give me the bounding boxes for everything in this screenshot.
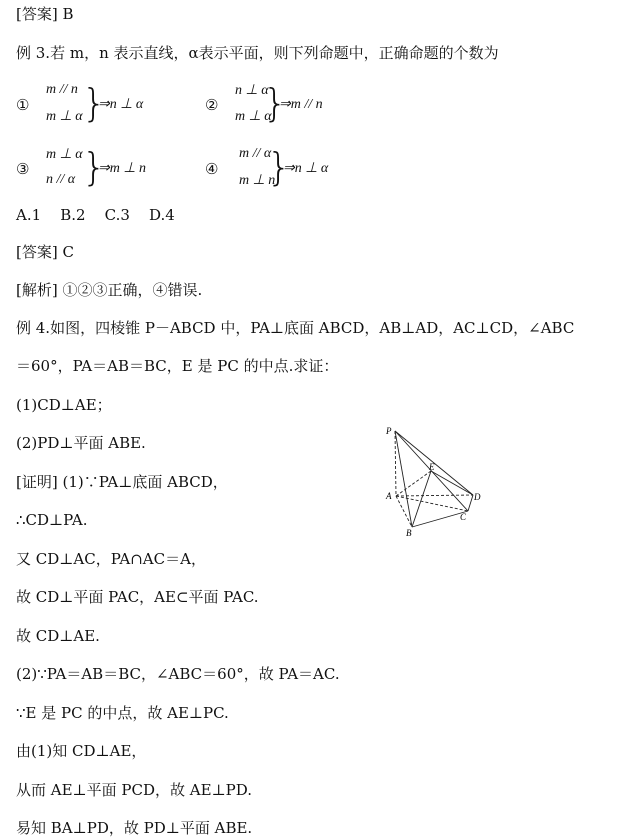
- right-brace: }: [82, 145, 107, 189]
- label-e: E: [429, 462, 435, 472]
- proof-line-9: 从而 AE⊥平面 PCD，故 AE⊥PD.: [16, 781, 253, 799]
- pyramid-figure: [380, 420, 490, 545]
- example3-options: A.1 B.2 C.3 D.4: [16, 206, 175, 224]
- proof-line-10: 易知 BA⊥PD，故 PD⊥平面 ABE.: [16, 819, 253, 837]
- example4-question2: (2)PD⊥平面 ABE.: [16, 434, 146, 452]
- proof-line-3: 又 CD⊥AC，PA∩AC＝A，: [16, 550, 206, 568]
- prop-condition-2: m ⊥ n: [239, 173, 276, 188]
- proposition-2: [205, 82, 405, 126]
- example3-analysis: [解析] ①②③正确，④错误.: [16, 281, 203, 299]
- label-p: P: [386, 426, 392, 436]
- proposition-4: [205, 146, 405, 190]
- proposition-3: [16, 145, 219, 190]
- prop-condition-2: m ⊥ α: [46, 109, 83, 124]
- right-brace: }: [263, 81, 288, 125]
- proof-line-2: ∴CD⊥PA.: [16, 511, 88, 529]
- proof-line-4: 故 CD⊥平面 PAC，AE⊂平面 PAC.: [16, 588, 259, 606]
- example4-line1: 例 4.如图，四棱锥 P－ABCD 中，PA⊥底面 ABCD，AB⊥AD，AC⊥CD，∠ABC: [16, 319, 575, 337]
- example4-line2: ＝60°，PA＝AB＝BC，E 是 PC 的中点.求证：: [16, 357, 339, 375]
- proof-line-5: 故 CD⊥AE.: [16, 627, 100, 645]
- example3-title: 例 3.若 m，n 表示直线，α表示平面，则下列命题中，正确命题的个数为: [16, 44, 499, 62]
- label-a: A: [386, 491, 392, 501]
- proof-line-1: [证明] (1)∵PA⊥底面 ABCD，: [16, 473, 228, 491]
- prop-result: ⇒n ⊥ α: [283, 161, 329, 176]
- prop-condition-1: m ⊥ α: [46, 147, 83, 162]
- prop-condition-2: n // α: [46, 172, 76, 187]
- right-brace: }: [267, 145, 292, 189]
- proposition-1: [16, 81, 219, 126]
- proof-line-6: (2)∵PA＝AB＝BC，∠ABC＝60°，故 PA＝AC.: [16, 665, 340, 683]
- prop-result: ⇒n ⊥ α: [98, 97, 144, 112]
- prop-condition-1: m // α: [239, 146, 272, 161]
- prop-condition-1: m // n: [46, 82, 78, 97]
- prop-condition-2: m ⊥ α: [235, 109, 272, 124]
- right-brace: }: [82, 81, 107, 125]
- prop-number: ②: [205, 96, 219, 114]
- prop-number: ③: [16, 160, 30, 178]
- prop-result: ⇒m ⊥ n: [98, 161, 147, 176]
- example4-question1: (1)CD⊥AE；: [16, 396, 112, 414]
- prop-condition-1: n ⊥ α: [235, 83, 269, 98]
- prop-number: ④: [205, 160, 219, 178]
- label-b: B: [406, 528, 412, 538]
- answer-prev: [答案] B: [16, 5, 74, 23]
- example3-answer: [答案] C: [16, 243, 74, 261]
- proof-line-8: 由(1)知 CD⊥AE，: [16, 742, 147, 760]
- label-c: C: [460, 512, 467, 522]
- prop-number: ①: [16, 96, 30, 114]
- label-d: D: [474, 492, 481, 502]
- prop-result: ⇒m // n: [279, 97, 323, 112]
- proof-line-7: ∵E 是 PC 的中点，故 AE⊥PC.: [16, 704, 229, 722]
